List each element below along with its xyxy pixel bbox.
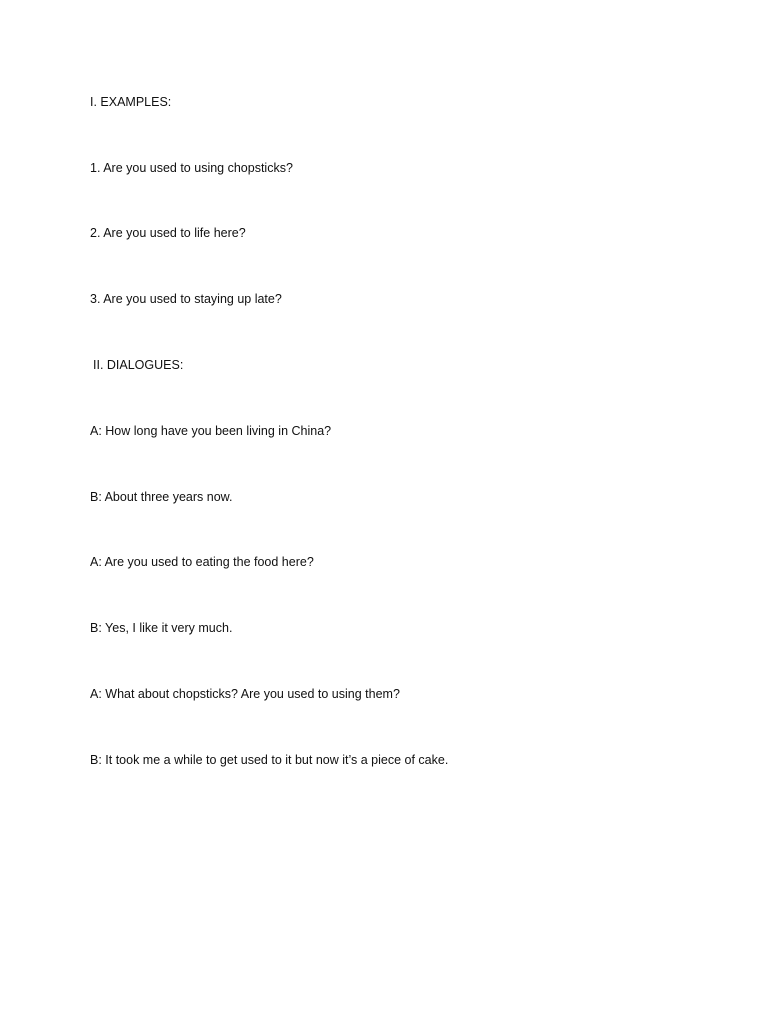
example-line-3: 3. Are you used to staying up late?: [90, 292, 282, 306]
dialogue-line-4: B: Yes, I like it very much.: [90, 621, 233, 635]
section-heading-examples: I. EXAMPLES:: [90, 95, 172, 109]
section-heading-dialogues: II. DIALOGUES:: [93, 358, 184, 372]
example-line-2: 2. Are you used to life here?: [90, 226, 246, 240]
dialogue-line-6: B: It took me a while to get used to it but now it’s a piece of cake.: [90, 753, 449, 767]
dialogue-line-2: B: About three years now.: [90, 490, 233, 504]
example-line-1: 1. Are you used to using chopsticks?: [90, 161, 293, 175]
dialogue-line-3: A: Are you used to eating the food here?: [90, 555, 314, 569]
dialogue-line-5: A: What about chopsticks? Are you used to using them?: [90, 687, 400, 701]
dialogue-line-1: A: How long have you been living in China?: [90, 424, 332, 438]
